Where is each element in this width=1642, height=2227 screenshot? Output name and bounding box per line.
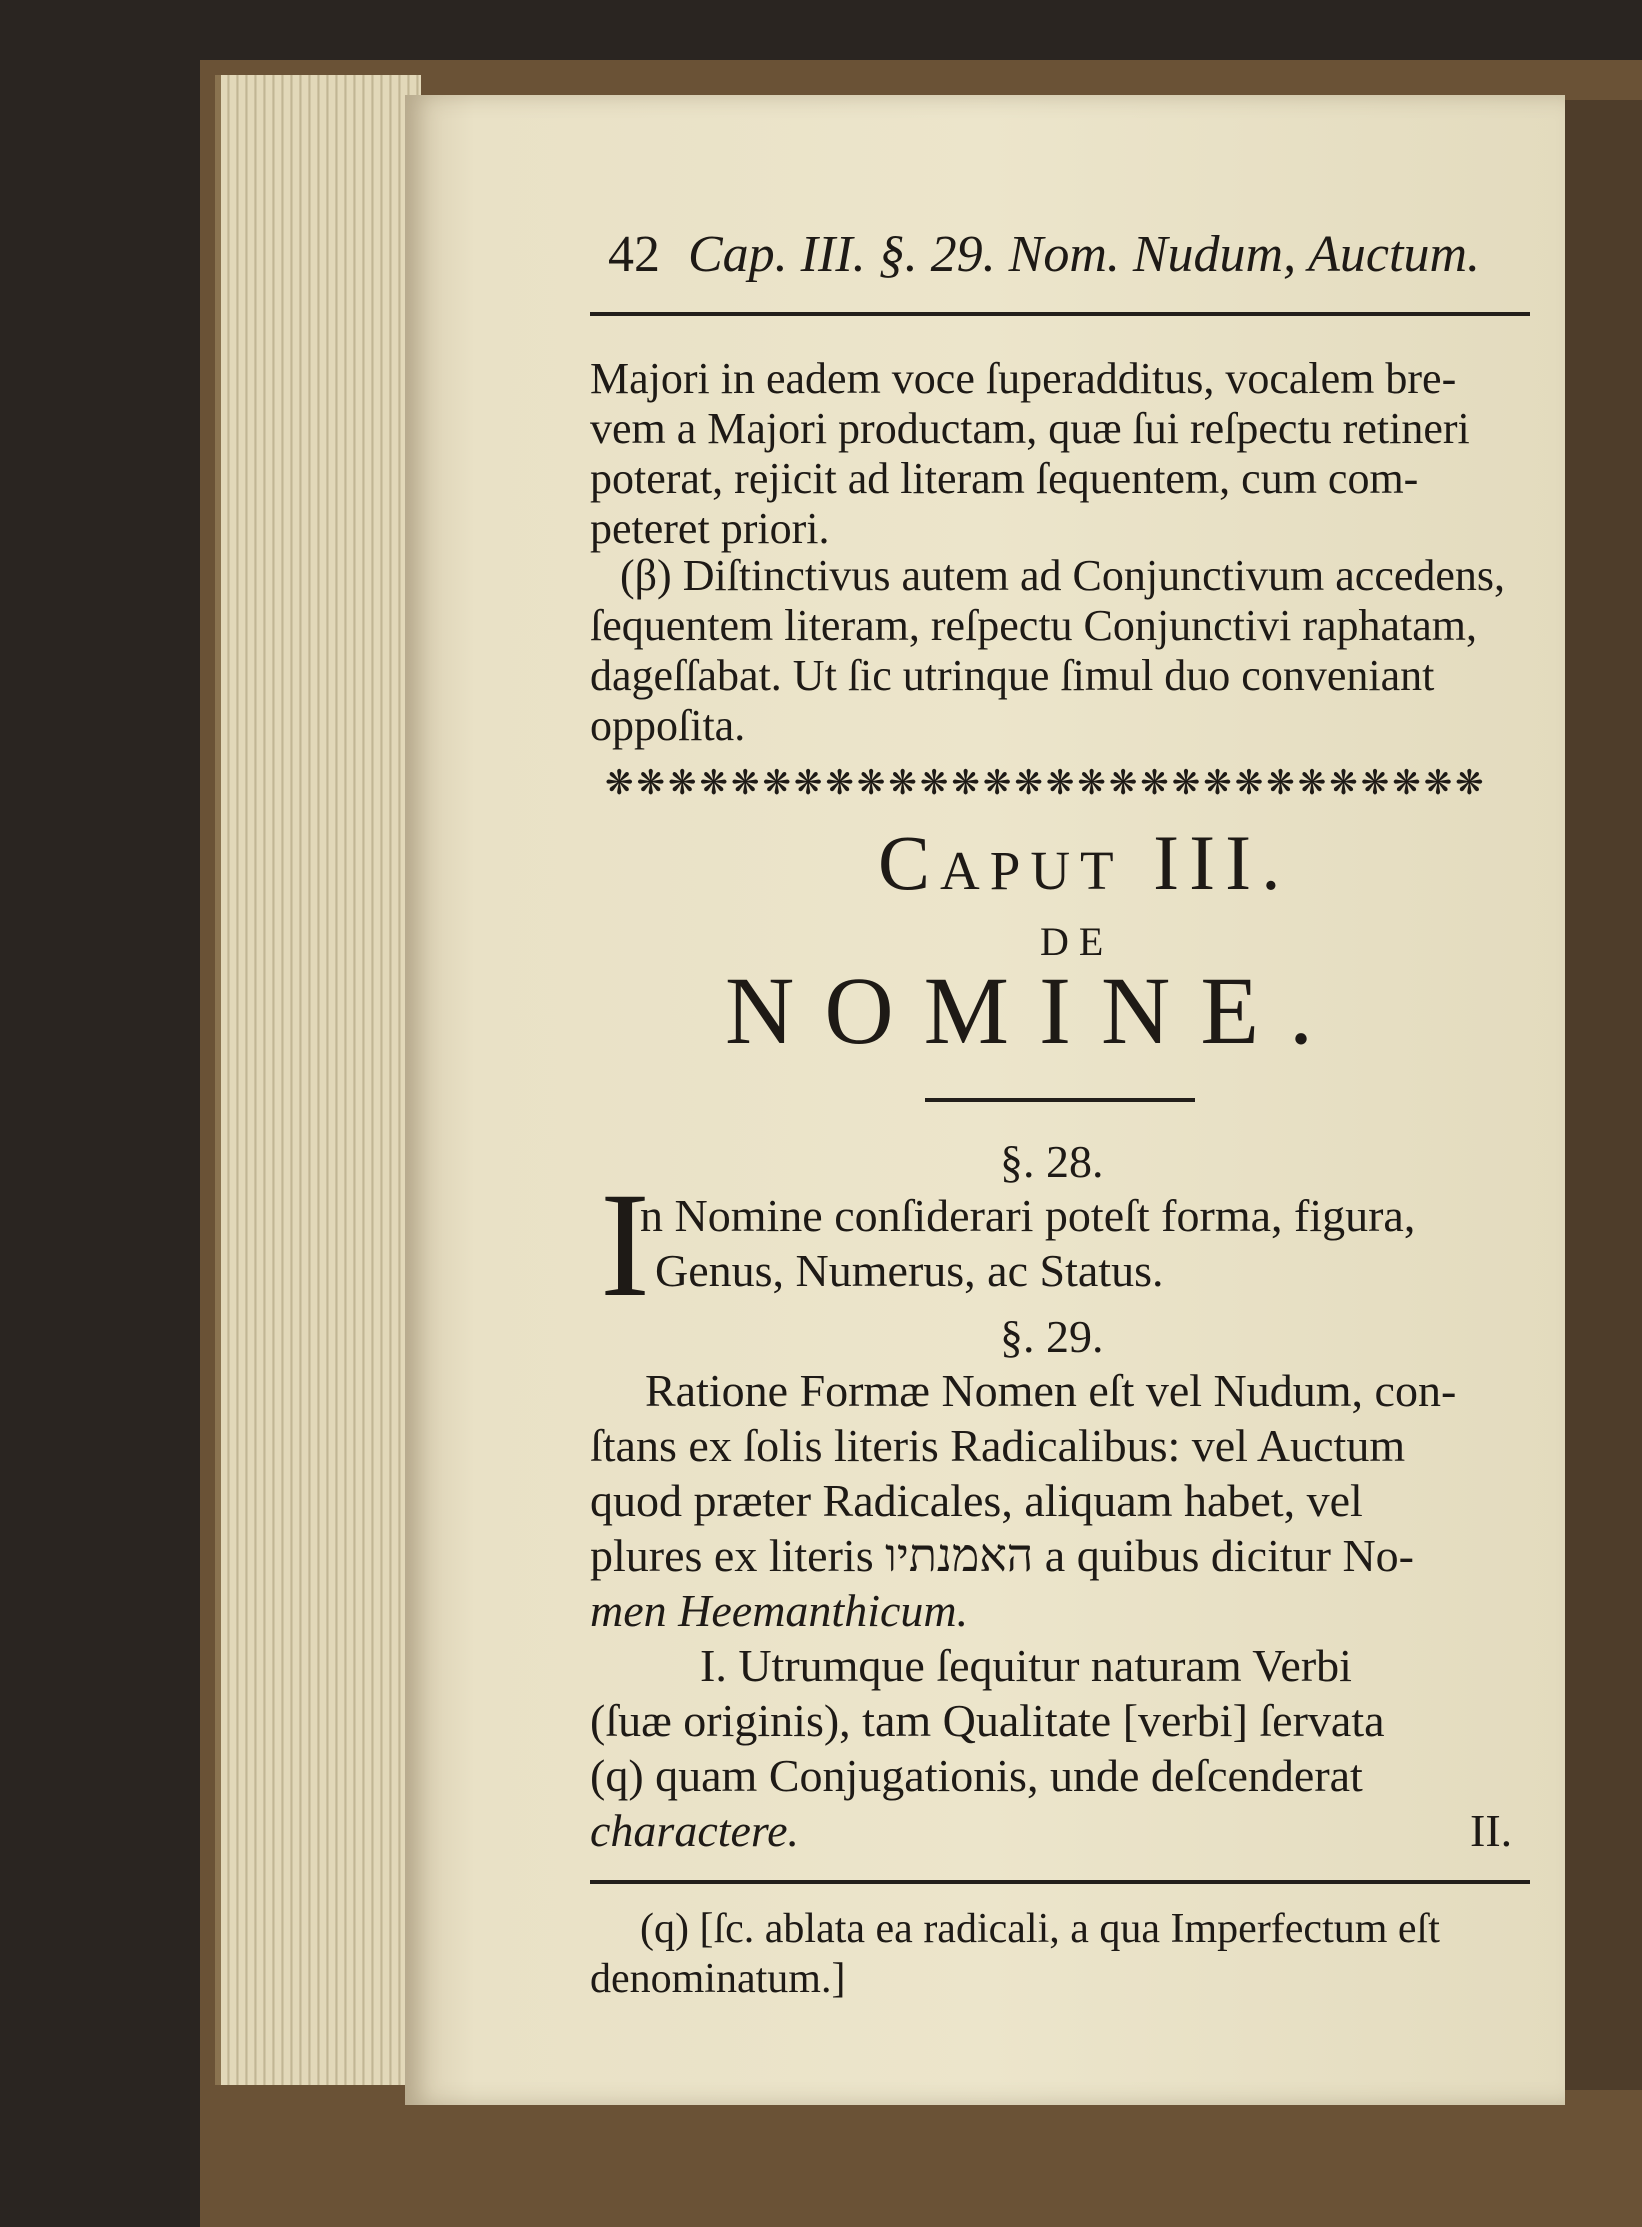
sect28-line1: n Nomine conſiderari poteſt forma, figura, <box>640 1190 1416 1241</box>
sect29-line4: plures ex literis האמנתיו a quibus dicitur No- <box>590 1530 1414 1581</box>
footnote-line2: denominatum.] <box>590 1956 846 2002</box>
page-number: 42 <box>608 226 660 283</box>
chapter-title: Caput III. <box>878 819 1291 906</box>
section-29-heading: §. 29. <box>1000 1311 1104 1362</box>
catchword: II. <box>1470 1805 1513 1856</box>
sect29-line7: (ſuæ originis), tam Qualitate [verbi] ſervata <box>590 1695 1385 1746</box>
sect29-line3: quod præter Radicales, aliquam habet, vel <box>590 1475 1363 1526</box>
sect29-line1: Ratione Formæ Nomen eſt vel Nudum, con- <box>645 1365 1457 1416</box>
sect29-line8: (q) quam Conjugationis, unde deſcenderat <box>590 1750 1363 1801</box>
sect29-line6: I. Utrumque ſequitur naturam Verbi <box>700 1640 1352 1691</box>
footnote-line1: (q) [ſc. ablata ea radicali, a qua Imperfectum eſt <box>640 1906 1440 1952</box>
chapter-subject: NOMINE. <box>725 957 1343 1064</box>
para1-line2: vem a Majori productam, quæ ſui reſpectu retineri <box>590 404 1470 453</box>
sect29-line2: ſtans ex ſolis literis Radicalibus: vel Auctum <box>590 1420 1406 1471</box>
running-title: Cap. III. §. 29. Nom. Nudum, Auctum. <box>688 226 1481 283</box>
page-edges <box>215 75 421 2085</box>
para1-line3: poterat, rejicit ad literam ſequentem, cum com- <box>590 454 1419 503</box>
sect29-line9: charactere. <box>590 1805 800 1856</box>
section-28-heading: §. 28. <box>1000 1136 1104 1187</box>
footnote-rule <box>590 1880 1530 1884</box>
facing-page-edge <box>1565 100 1642 2090</box>
para2-line3: dageſſabat. Ut ſic utrinque ſimul duo conveniant <box>590 651 1435 700</box>
ornamental-band: ❋❋❋❋❋❋❋❋❋❋❋❋❋❋❋❋❋❋❋❋❋❋❋❋❋❋❋❋ <box>605 765 1487 799</box>
chapter-rule <box>925 1098 1195 1102</box>
drop-initial: I <box>600 1162 650 1328</box>
sect28-line2: Genus, Numerus, ac Status. <box>655 1245 1164 1296</box>
para2-line2: ſequentem literam, reſpectu Conjunctivi raphatam, <box>590 601 1478 650</box>
para2-line1: (β) Diſtinctivus autem ad Conjunctivum accedens, <box>620 551 1506 600</box>
sect29-line5: men Heemanthicum. <box>590 1585 969 1636</box>
chapter-de: DE <box>1040 919 1114 964</box>
header-rule <box>590 312 1530 316</box>
para1-line1: Majori in eadem voce ſuperadditus, vocalem bre- <box>590 354 1457 403</box>
para2-line4: oppoſita. <box>590 701 746 750</box>
para1-line4: peteret priori. <box>590 504 830 553</box>
